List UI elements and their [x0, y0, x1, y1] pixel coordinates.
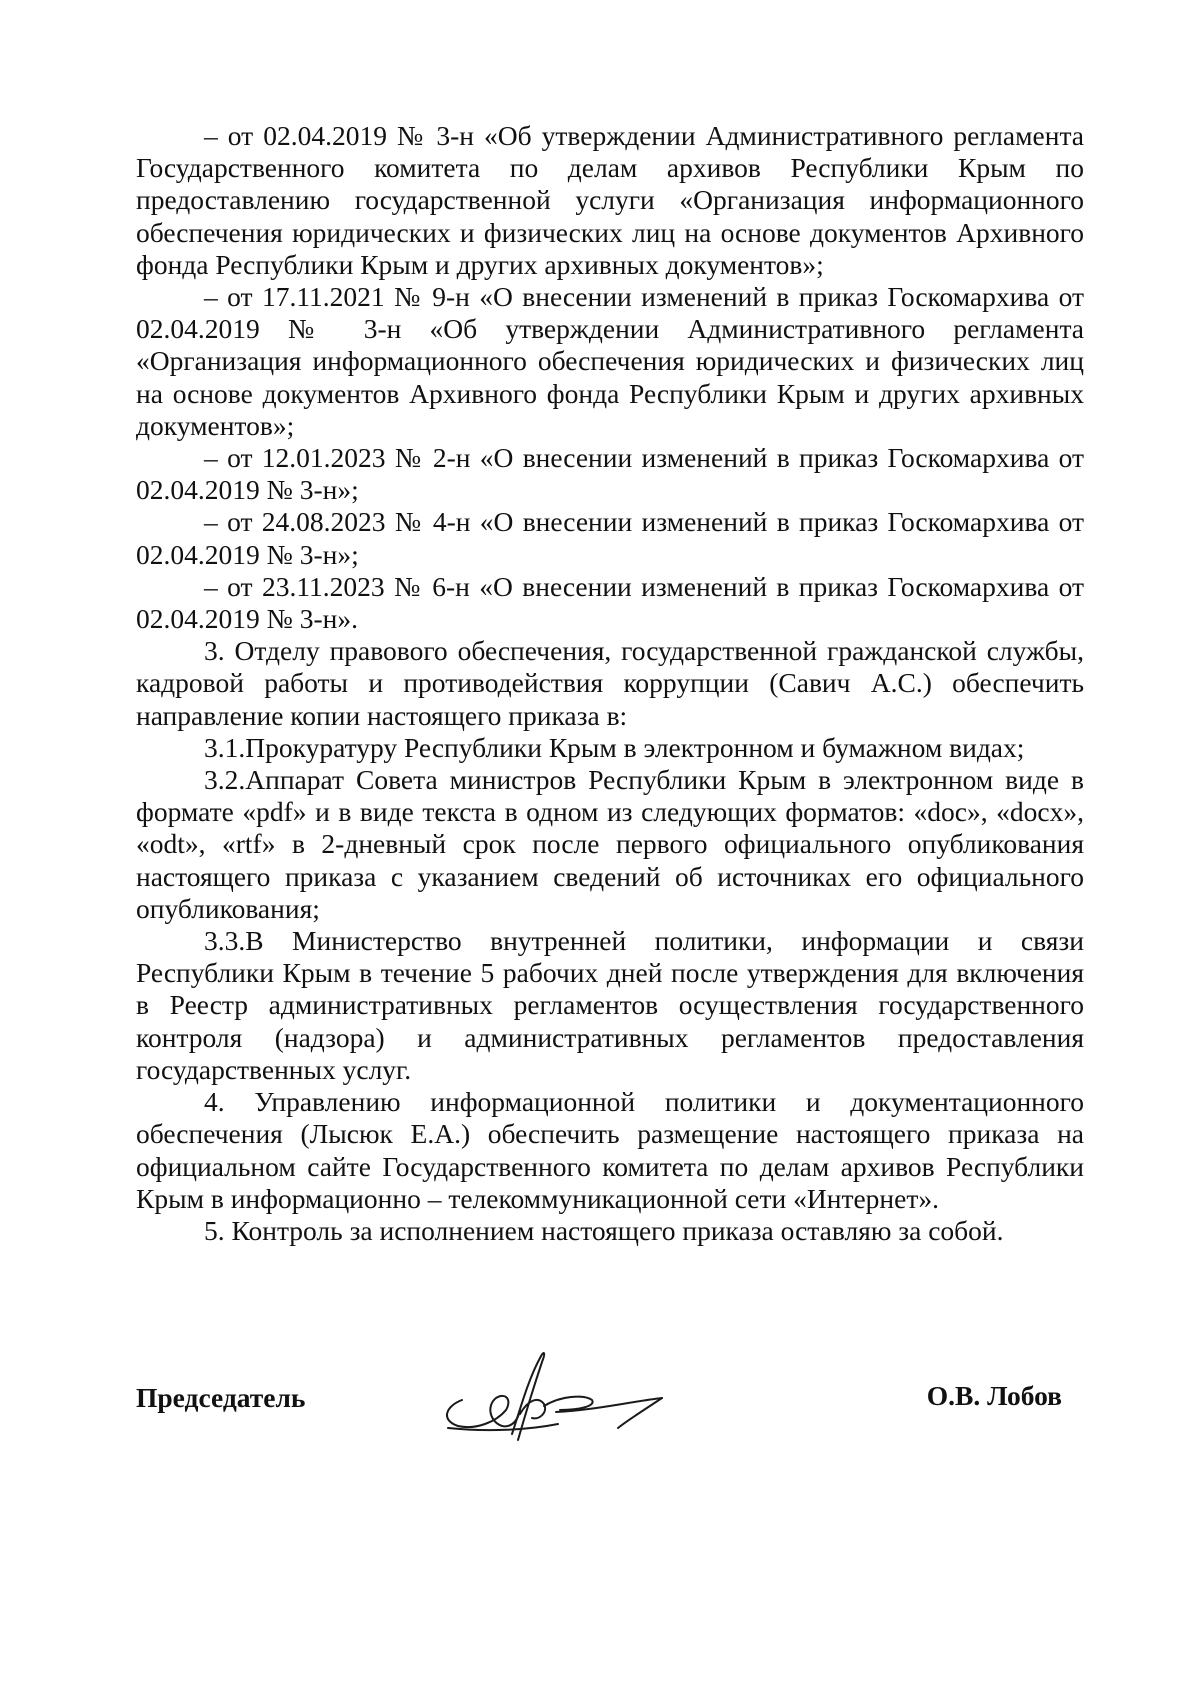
paragraph-list-item-2019: – от 02.04.2019 № 3-н «Об утверждении Административного регламента Государственного комитета по делам архивов Республики Крым по предоставлению государственной услуги «Организация информационного обеспечения юридических и физических лиц на основе документов Архивного фонда Республики Крым и других архивных документов»;: [136, 120, 1084, 280]
signatory-title: Председатель: [136, 1382, 306, 1413]
document-body: [136, 120, 1084, 1247]
paragraph-list-item-2021: – от 17.11.2021 № 9-н «О внесении изменений в приказ Госкомархива от 02.04.2019 № 3-н «Об утверждении Административного регламента «Организация информационного обеспечения юридических и физических лиц на основе документов Архивного фонда Республики Крым и других архивных документов»;: [136, 281, 1084, 441]
signature-block: [136, 1340, 1084, 1460]
paragraph-item-3-1: 3.1.Прокуратуру Республики Крым в электронном и бумажном видах;: [204, 731, 1025, 763]
paragraph-list-item-2023-01: – от 12.01.2023 № 2-н «О внесении изменений в приказ Госкомархива от 02.04.2019 № 3-н»;: [136, 442, 1084, 506]
paragraph-item-3-2: 3.2.Аппарат Совета министров Республики Крым в электронном виде в формате «pdf» и в виде текста в одном из следующих форматов: «doc», «docx», «odt», «rtf» в 2-дневный срок после первого официального опубликования настоящего приказа с указанием сведений об источниках его официального опубликования;: [136, 764, 1084, 924]
signatory-name: О.В. Лобов: [926, 1380, 1062, 1411]
paragraph-item-4: 4. Управлению информационной политики и документационного обеспечения (Лысюк Е.А.) обеспечить размещение настоящего приказа на официальном сайте Государственного комитета по делам архивов Республики Крым в информационно – телекоммуникационной сети «Интернет».: [136, 1086, 1084, 1214]
paragraph-list-item-2023-08: – от 24.08.2023 № 4-н «О внесении изменений в приказ Госкомархива от 02.04.2019 № 3-н»;: [136, 506, 1084, 570]
paragraph-item-3: 3. Отделу правового обеспечения, государственной гражданской службы, кадровой работы и противодействия коррупции (Савич А.С.) обеспечить направление копии настоящего приказа в:: [136, 635, 1084, 731]
paragraph-item-3-3: 3.3.В Министерство внутренней политики, информации и связи Республики Крым в течение 5 рабочих дней после утверждения для включения в Реестр административных регламентов осуществления государственного контроля (надзора) и административных регламентов предоставления государственных услуг.: [136, 925, 1084, 1085]
paragraph-list-item-2023-11: – от 23.11.2023 № 6-н «О внесении изменений в приказ Госкомархива от 02.04.2019 № 3-н».: [136, 570, 1084, 635]
paragraph-item-5: 5. Контроль за исполнением настоящего приказа оставляю за собой.: [204, 1214, 1004, 1246]
handwritten-signature: [428, 1340, 688, 1450]
